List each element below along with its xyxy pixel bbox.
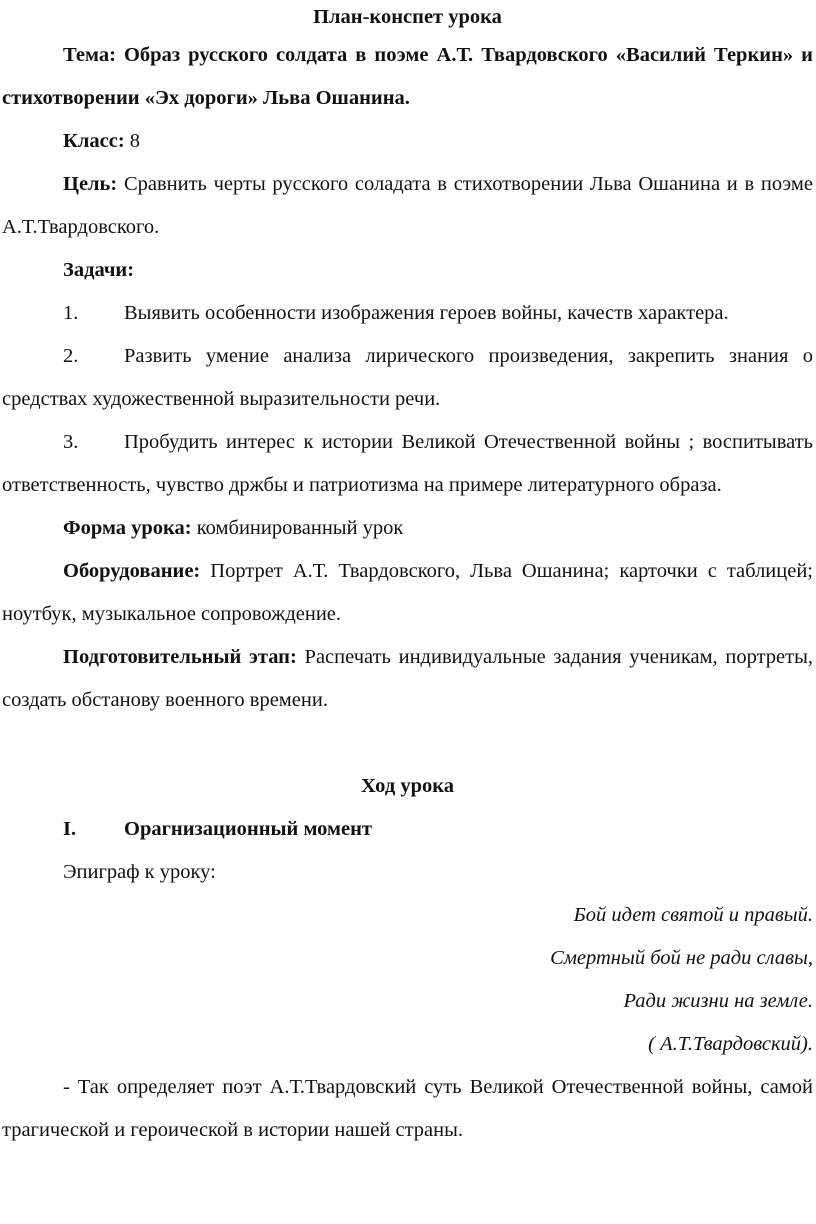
prep-paragraph (2, 636, 813, 722)
task-number: 1. (63, 302, 79, 324)
topic-text: Образ русского солдата в поэме А.Т. Твардовского «Василий Теркин» и стихотворении «Эх дороги» Льва Ошанина. (2, 44, 813, 109)
form-paragraph (2, 507, 813, 550)
task-text: Выявить особенности изображения героев войны, качеств характера. (124, 302, 729, 324)
task-number: 3. (63, 431, 79, 453)
class-paragraph (2, 120, 813, 163)
form-text: комбинированный урок (196, 517, 404, 539)
equipment-label: Оборудование: (63, 560, 201, 582)
form-label: Форма урока: (63, 517, 192, 539)
topic-paragraph (2, 34, 813, 120)
task-text: Пробудить интерес к истории Великой Отечественной войны ; воспитывать ответственность, чувство држбы и патриотизма на примере литературного образа. (2, 431, 813, 496)
epigraph-line: Бой идет святой и правый. (573, 904, 813, 926)
epigraph-line: Смертный бой не ради славы, (550, 947, 813, 969)
tasks-heading (2, 249, 813, 292)
epigraph-intro: Эпиграф к уроку: (63, 861, 216, 883)
goal-label: Цель: (63, 173, 118, 195)
closing-paragraph: - Так определяет поэт А.Т.Твардовский суть Великой Отечественной войны, самой трагической и героической в истории нашей страны. (2, 1076, 813, 1141)
equipment-paragraph (2, 550, 813, 636)
page-title: План-конспет урока (313, 6, 502, 28)
prep-label: Подготовительный этап: (63, 646, 297, 668)
task-text: Развить умение анализа лирического произведения, закрепить знания о средствах художественной выразительности речи. (2, 345, 813, 410)
class-value: 8 (129, 130, 141, 152)
goal-paragraph (2, 163, 813, 249)
topic-label: Тема: (63, 44, 116, 66)
course-title: Ход урока (361, 775, 454, 797)
epigraph-line: Ради жизни на земле. (623, 990, 813, 1012)
tasks-label: Задачи: (63, 259, 135, 281)
section-number: I. (63, 818, 77, 840)
section-title: Oрагнизационный момент (124, 818, 372, 840)
task-item-1 (2, 292, 813, 335)
equipment-text: Портрет А.Т. Твардовского, Льва Ошанина; карточки с таблицей; ноутбук, музыкальное сопровождение. (2, 560, 814, 625)
goal-text: Сравнить черты русского соладата в стихотворении Льва Ошанина и в поэме А.Т.Твардовского. (2, 173, 814, 238)
class-label: Класс: (63, 130, 125, 152)
task-item-3 (2, 421, 813, 507)
task-number: 2. (63, 345, 79, 367)
epigraph-author: ( А.Т.Твардовский). (648, 1033, 813, 1055)
task-item-2 (2, 335, 813, 421)
section-heading-1 (2, 808, 813, 851)
prep-text: Распечать индивидуальные задания ученикам, портреты, создать обстанову военного времени. (2, 646, 813, 711)
